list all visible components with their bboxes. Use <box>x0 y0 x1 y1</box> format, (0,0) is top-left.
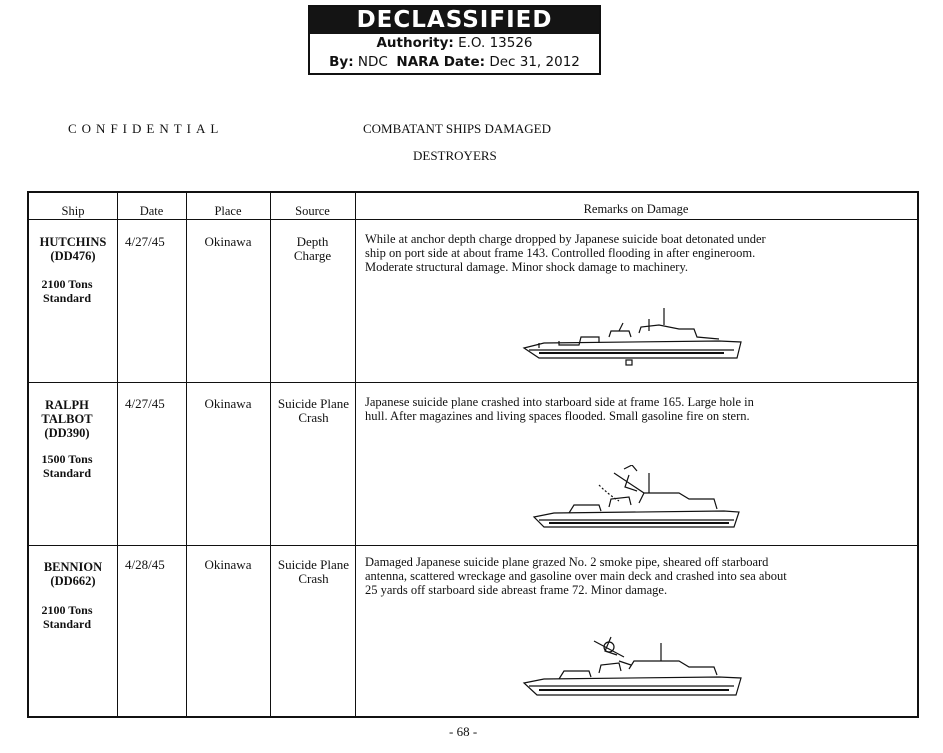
tons-value: 2100 Tons <box>41 277 93 291</box>
place-cell: Okinawa <box>204 396 252 411</box>
damage-table <box>27 191 919 718</box>
stamp-by-line <box>310 53 599 72</box>
destroyer-silhouette-icon <box>519 303 744 368</box>
ship-name-line: HUTCHINS <box>39 235 107 249</box>
source-line: Charge <box>293 248 332 263</box>
column-divider <box>186 193 187 716</box>
stamp-authority-label: Authority: <box>376 35 454 51</box>
column-header-source: Source <box>295 204 330 218</box>
remark-line: Japanese suicide plane crashed into starboard side at frame 165. Large hole in <box>365 395 754 409</box>
ship-tonnage <box>29 452 105 480</box>
ship-name-line: TALBOT <box>41 412 93 426</box>
remark-line: 25 yards off starboard side abreast frame 72. Minor damage. <box>365 583 668 597</box>
ship-name <box>29 398 105 440</box>
hull-number: (DD476) <box>50 249 96 263</box>
column-header-date: Date <box>139 204 164 218</box>
column-divider <box>117 193 118 716</box>
stamp-nara-label: NARA Date: <box>396 54 486 70</box>
source-line: Suicide Plane <box>277 396 350 411</box>
source-cell <box>270 235 355 263</box>
column-header-remarks: Remarks on Damage <box>583 202 689 216</box>
date-cell: 4/28/45 <box>125 557 165 572</box>
column-divider <box>355 193 356 716</box>
classification-label: CONFIDENTIAL <box>68 121 224 136</box>
remark-line: hull. After magazines and living spaces flooded. Small gasoline fire on stern. <box>365 409 750 423</box>
stamp-by-value: NDC <box>357 54 388 70</box>
remarks-cell <box>365 232 766 274</box>
page-subtitle: DESTROYERS <box>413 148 497 163</box>
date-cell: 4/27/45 <box>125 234 165 249</box>
row-divider <box>29 382 917 383</box>
source-line: Crash <box>298 571 329 586</box>
source-line: Suicide Plane <box>277 557 350 572</box>
column-header-ship: Ship <box>61 204 85 218</box>
stamp-authority-value: E.O. 13526 <box>458 35 533 51</box>
date-cell: 4/27/45 <box>125 396 165 411</box>
ship-tonnage <box>29 603 105 631</box>
ship-name <box>29 560 117 588</box>
ship-name <box>29 235 117 263</box>
ship-name-line: BENNION <box>43 560 103 574</box>
tons-type: Standard <box>42 466 92 480</box>
column-header-place: Place <box>214 204 242 218</box>
hull-number: (DD662) <box>50 574 96 588</box>
stamp-title: DECLASSIFIED <box>310 7 599 34</box>
destroyer-plane-graze-icon <box>519 633 744 703</box>
stamp-nara-value: Dec 31, 2012 <box>489 54 580 70</box>
ship-name-line: RALPH <box>45 398 89 412</box>
page-title: COMBATANT SHIPS DAMAGED <box>363 121 551 136</box>
place-cell: Okinawa <box>204 557 252 572</box>
place-cell: Okinawa <box>204 234 252 249</box>
row-divider <box>29 545 917 546</box>
stamp-by-label: By: <box>329 54 354 70</box>
remark-line: ship on port side at about frame 143. Controlled flooding in after engineroom. <box>365 246 756 260</box>
declassified-stamp <box>308 5 601 75</box>
ship-tonnage <box>29 277 105 305</box>
header-divider <box>29 219 917 220</box>
remarks-cell <box>365 555 787 597</box>
source-cell <box>270 558 357 586</box>
source-cell <box>270 397 357 425</box>
remark-line: Damaged Japanese suicide plane grazed No. 2 smoke pipe, sheared off starboard <box>365 555 769 569</box>
source-line: Depth <box>296 234 329 249</box>
page-number: - 68 - <box>449 724 478 739</box>
hull-number: (DD390) <box>44 426 90 440</box>
remark-line: antenna, scattered wreckage and gasoline over main deck and crashed into sea about <box>365 569 787 583</box>
remark-line: Moderate structural damage. Minor shock damage to machinery. <box>365 260 689 274</box>
remarks-cell <box>365 395 754 423</box>
source-line: Crash <box>298 410 329 425</box>
tons-type: Standard <box>42 291 92 305</box>
stamp-authority <box>310 34 599 53</box>
remark-line: While at anchor depth charge dropped by Japanese suicide boat detonated under <box>365 232 766 246</box>
column-divider <box>270 193 271 716</box>
tons-value: 2100 Tons <box>41 603 93 617</box>
tons-type: Standard <box>42 617 92 631</box>
destroyer-plane-crash-icon <box>529 465 744 535</box>
tons-value: 1500 Tons <box>41 452 93 466</box>
